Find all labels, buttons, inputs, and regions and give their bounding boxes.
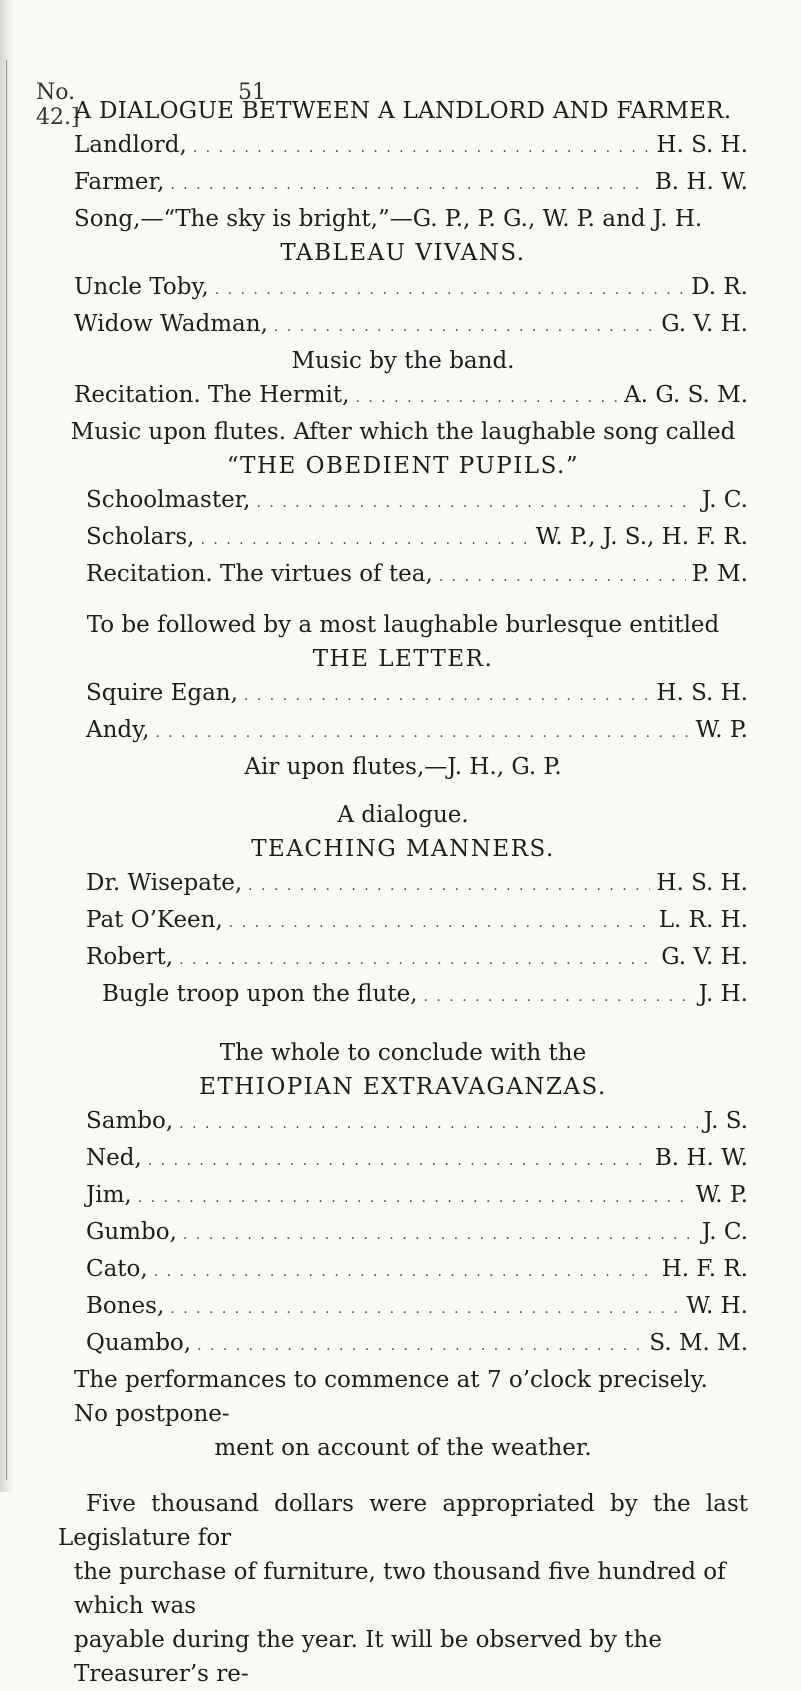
cast-row (58, 165, 748, 202)
cast-row (58, 940, 748, 977)
role-name: Bugle troop upon the flute, (102, 981, 418, 1007)
manners-title: TEACHING MANNERS. (251, 836, 555, 862)
dot-leader (274, 307, 655, 344)
dot-leader (138, 1178, 690, 1215)
role-name: Landlord, (74, 132, 187, 158)
actor-initials: B. H. W. (654, 169, 748, 195)
dot-leader (170, 1289, 680, 1326)
actor-initials: H. S. H. (656, 870, 748, 896)
music-band-line: Music by the band. (291, 348, 515, 374)
air-line: Air upon flutes,—J. H., G. P. (244, 754, 562, 780)
role-name: Uncle Toby, (74, 274, 209, 300)
role-name: Recitation. The virtues of tea, (86, 561, 433, 587)
dot-leader (256, 483, 695, 520)
dot-leader (193, 128, 651, 165)
actor-initials: J. S. (703, 1108, 748, 1134)
actor-initials: A. G. S. M. (624, 382, 748, 408)
role-name: Recitation. The Hermit, (74, 382, 350, 408)
burlesque-line: To be followed by a most laughable burlesque entitled (86, 612, 720, 638)
body-paragraph-line: the purchase of furniture, two thousand five hundred of which was (74, 1559, 726, 1619)
dot-leader (154, 1252, 656, 1289)
cast-row (58, 307, 748, 344)
actor-initials: S. M. M. (649, 1330, 748, 1356)
actor-initials: W. P. (695, 1182, 748, 1208)
dot-leader (424, 977, 693, 1014)
body-paragraph-line: Five thousand dollars were appropriated by the last Legislature for (58, 1491, 748, 1551)
actor-initials: D. R. (691, 274, 748, 300)
actor-initials: H. S. H. (656, 132, 748, 158)
cast-row (58, 378, 748, 415)
dot-leader (179, 1104, 698, 1141)
song-line: Song,—“The sky is bright,”—G. P., P. G., W. P. and J. H. (74, 206, 703, 232)
pupils-title: “THE OBEDIENT PUPILS.” (226, 453, 580, 479)
dot-leader (229, 903, 653, 940)
dot-leader (355, 378, 618, 415)
page-binding-edge (0, 0, 14, 1492)
program-title: A DIALOGUE BETWEEN A LANDLORD AND FARMER. (74, 98, 732, 124)
actor-initials: B. H. W. (654, 1145, 748, 1171)
cast-row (58, 1141, 748, 1178)
dot-leader (197, 1326, 643, 1363)
cast-row (58, 866, 748, 903)
cast-row (58, 483, 748, 520)
actor-initials: H. F. R. (661, 1256, 748, 1282)
role-name: Widow Wadman, (74, 311, 268, 337)
actor-initials: H. S. H. (656, 680, 748, 706)
cast-row (58, 713, 748, 750)
dot-leader (155, 713, 689, 750)
cast-row (58, 1104, 748, 1141)
actor-initials: P. M. (691, 561, 748, 587)
actor-initials: W. P. (695, 717, 748, 743)
dot-leader (148, 1141, 649, 1178)
actor-initials: J. H. (698, 981, 748, 1007)
cast-row (58, 128, 748, 165)
cast-row (58, 977, 748, 1014)
dot-leader (439, 557, 686, 594)
actor-initials: J. C. (701, 487, 748, 513)
cast-row (58, 1178, 748, 1215)
role-name: Ned, (86, 1145, 142, 1171)
role-name: Schoolmaster, (86, 487, 251, 513)
cast-row (58, 1252, 748, 1289)
actor-initials: W. H. (686, 1293, 748, 1319)
role-name: Cato, (86, 1256, 148, 1282)
dot-leader (244, 676, 650, 713)
dot-leader (248, 866, 650, 903)
tableau-title: TABLEAU VIVANS. (280, 240, 526, 266)
conclude-line: The whole to conclude with the (219, 1040, 587, 1066)
role-name: Robert, (86, 944, 174, 970)
role-name: Dr. Wisepate, (86, 870, 243, 896)
cast-row (58, 1326, 748, 1363)
cast-row (58, 903, 748, 940)
actor-initials: L. R. H. (658, 907, 748, 933)
actor-initials: G. V. H. (661, 944, 748, 970)
dot-leader (200, 520, 529, 557)
role-name: Farmer, (74, 169, 165, 195)
performance-line: ment on account of the weather. (214, 1435, 592, 1461)
dot-leader (179, 940, 655, 977)
cast-row (58, 520, 748, 557)
role-name: Scholars, (86, 524, 195, 550)
dot-leader (215, 270, 685, 307)
actor-initials: W. P., J. S., H. F. R. (535, 524, 748, 550)
flutes-line: Music upon flutes. After which the laughable song called (70, 419, 736, 445)
performance-line: The performances to commence at 7 o’clock precisely. No postpone- (74, 1367, 708, 1427)
cast-row (58, 1289, 748, 1326)
role-name: Quambo, (86, 1330, 192, 1356)
page-number: 51 (238, 80, 266, 105)
dot-leader (170, 165, 649, 202)
role-name: Squire Egan, (86, 680, 238, 706)
dialogue-line: A dialogue. (337, 802, 469, 828)
cast-row (58, 676, 748, 713)
actor-initials: J. C. (701, 1219, 748, 1245)
actor-initials: G. V. H. (661, 311, 748, 337)
role-name: Bones, (86, 1293, 165, 1319)
dot-leader (183, 1215, 696, 1252)
document-page (58, 78, 748, 1691)
body-paragraph-line: payable during the year. It will be observed by the Treasurer’s re- (74, 1627, 662, 1687)
role-name: Gumbo, (86, 1219, 177, 1245)
role-name: Pat O’Keen, (86, 907, 223, 933)
cast-row (58, 557, 748, 594)
role-name: Andy, (86, 717, 150, 743)
ethiopian-title: ETHIOPIAN EXTRAVAGANZAS. (199, 1074, 607, 1100)
role-name: Jim, (86, 1182, 132, 1208)
letter-title: THE LETTER. (312, 646, 494, 672)
cast-row (58, 270, 748, 307)
role-name: Sambo, (86, 1108, 174, 1134)
cast-row (58, 1215, 748, 1252)
running-header: No. 42.] (36, 80, 80, 130)
